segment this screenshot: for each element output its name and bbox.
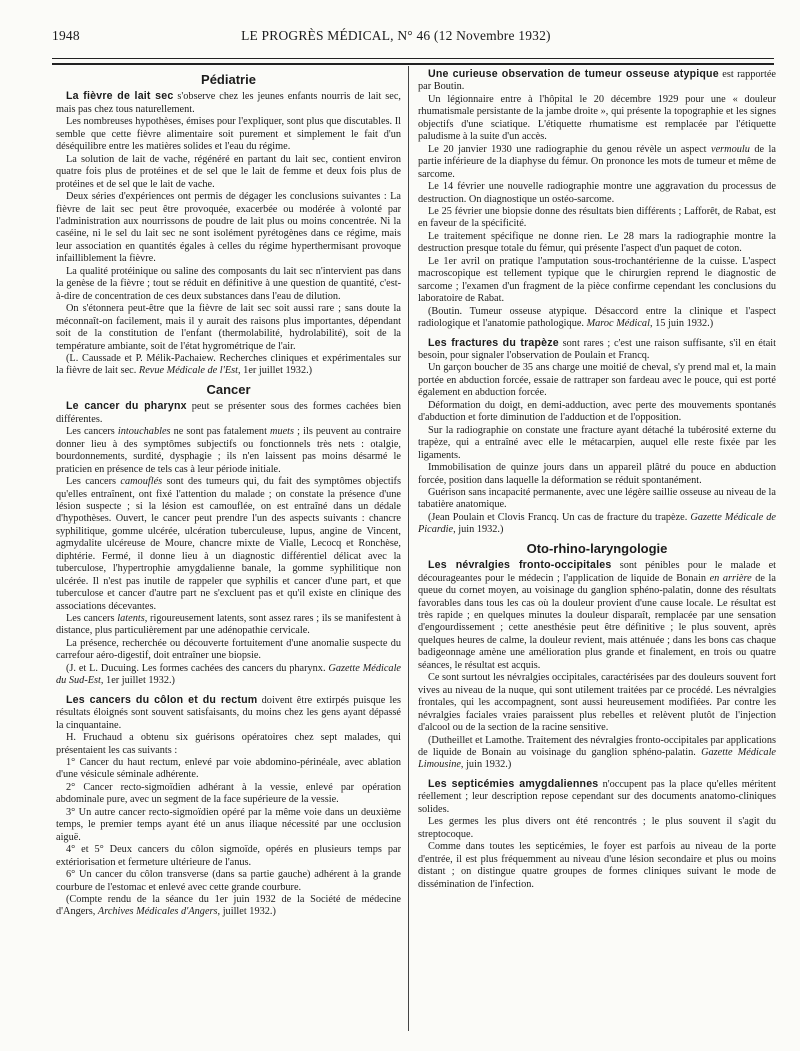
paragraph: Deux séries d'expériences ont permis de dégager les conclusions suivantes : La fièvre de lait sec peut être provoquée, exacerbée ou modérée à volonté par l'administration aux nourrissons de poudre de lait plus ou moins concentrée. Ni la caséine, ni le sel du lait sec ne sont isolément pyrétogènes dans ce régime, mais leur association en quantités égales à celles du régime hyperthermisant provoque infailliblement la fièvre. bbox=[56, 191, 401, 265]
list-item: 6° Un cancer du côlon transverse (dans sa partie gauche) adhérent à la grande courbure de l'estomac et enlevé avec cette grande courbure. bbox=[56, 869, 401, 893]
paragraph: Le 1er avril on pratique l'amputation sous-trochantérienne de la cuisse. L'aspect macroscopique est tellement typique que le chirurgien reprend le diagnostic de sarcome ; l'examen d'un fragment de la pièce confirme cependant les conclusions du laboratoire de Rabat. bbox=[418, 255, 776, 305]
paragraph: La solution de lait de vache, régénéré en partant du lait sec, contient environ quatre fois plus de protéines et de sel que le lait de femme et deux fois plus de protéines et de sel que le lait de vache. bbox=[56, 153, 401, 190]
list-item: 1° Cancer du haut rectum, enlevé par voie abdomino-périnéale, avec ablation d'une vésicule séminale adhérente. bbox=[56, 757, 401, 781]
list-item: 4° et 5° Deux cancers du côlon sigmoïde, opérés en plusieurs temps par extériorisation et fermeture ultérieure de l'anus. bbox=[56, 844, 401, 868]
reference: (J. et L. Ducuing. Les formes cachées des cancers du pharynx. Gazette Médicale du Sud-Est, 1er juillet 1932.) bbox=[56, 662, 401, 687]
section-heading-pediatrie: Pédiatrie bbox=[201, 72, 256, 87]
section-heading-orl: Oto-rhino-laryngologie bbox=[526, 540, 668, 556]
right-column bbox=[418, 68, 776, 1033]
paragraph: Les cancers camouflés sont des tumeurs qui, du fait des symptômes objectifs qu'elles entraînent, ont fixé l'attention du malade ; on constate la présence d'une lésion suspecte ; si la lésion est camouflée, on est entraîné dans un dédale d'hypothèses. Ouvert, le cancer peut prendre l'un des aspects suivants : chancre syphilitique, gomme ulcérée, ulcération tuberculeuse, lupus, angine de Vincent, agmydalite ulcéreuse de Moure, chancre mixte de Vialle, Lecocq et Ronchèse, diphtérie. Fermé, il donne lieu à un diagnostic différentiel délicat avec la tuberculose, l'hypertrophie amygdalienne banale, la gomme syphilitique non ulcérée. Il n'est pas inutile de rappeler que syphilis et cancer d'une part, et que tuberculose et cancer d'autre part ne s'excluent pas et qu'il existe en clinique des associations décevantes. bbox=[56, 476, 401, 612]
paragraph: Déformation du doigt, en demi-adduction, avec perte des mouvements spontanés d'abduction et forte diminution de l'adduction et de l'opposition. bbox=[418, 399, 776, 424]
column-divider bbox=[408, 66, 409, 1031]
page-number: 1948 bbox=[52, 28, 80, 43]
paragraph: Un garçon boucher de 35 ans charge une moitié de cheval, s'y prend mal et, la main portée en abduction forcée, essaie de rattraper son fardeau avec le pouce, qui est porté également en abduction forcée. bbox=[418, 362, 776, 399]
paragraph: Les nombreuses hypothèses, émises pour l'expliquer, sont plus que discutables. Il semble que cette fièvre alimentaire soit purement et simplement le fait d'un déséquilibre entre les matières solides et l'eau du régime. bbox=[56, 116, 401, 153]
paragraph: Sur la radiographie on constate une fracture ayant détaché la tubérosité externe du trapèze, qui a entraîné avec elle le métacarpien, auquel elle reste fixée par les ligaments. bbox=[418, 424, 776, 461]
list-item: 2° Cancer recto-sigmoïdien adhérant à la vessie, enlevé par opération abdominale pure, avec un segment de la face supérieure de la vessie. bbox=[56, 781, 401, 806]
journal-title: LE PROGRÈS MÉDICAL, N° 46 (12 Novembre 1932) bbox=[241, 28, 551, 43]
paragraph: Le 20 janvier 1930 une radiographie du genou révèle un aspect vermoulu de la partie inférieure de la diaphyse du fémur. On prononce les mots de tumeur et même de sarcome. bbox=[418, 143, 776, 180]
paragraph: Un légionnaire entre à l'hôpital le 20 décembre 1929 pour une « douleur rhumatismale persistante de la jambe droite », qui présente la topographie et les signes objectifs d'une sciatique. L'étiquette rhumatisme est remplacée par l'étiquette paludisme à la suite d'un accès. bbox=[418, 93, 776, 143]
paragraph: Comme dans toutes les septicémies, le foyer est parfois au niveau de la porte d'entrée, il est plus fréquemment au niveau d'une lésion secondaire et plus ou moins distant ; on distingue quatre groupes de formes cliniques suivant le mode de dissémination de l'infection. bbox=[418, 841, 776, 890]
paragraph: La présence, recherchée ou découverte fortuitement d'une anomalie suspecte du carrefour aéro-digestif, doit entraîner une biopsie. bbox=[56, 637, 401, 662]
list-item: 3° Un autre cancer recto-sigmoïdien opéré par la même voie dans un deuxième temps, le premier temps ayant été un anus iliaque nécessité par une occlusion aiguë. bbox=[56, 806, 401, 843]
running-header bbox=[52, 28, 772, 54]
header-rule-thin bbox=[52, 58, 774, 59]
reference: (Dutheillet et Lamothe. Traitement des névralgies fronto-occipitales par applications de liquide de Bonain au voisinage du ganglion sphéno-palatin. Gazette Médicale Limousine, juin 1932.) bbox=[418, 734, 776, 771]
paragraph: Le cancer du pharynx peut se présenter sous des formes cachées bien différentes. bbox=[56, 400, 401, 425]
section-heading-cancer: Cancer bbox=[206, 381, 251, 397]
reference: (Compte rendu de la séance du 1er juin 1932 de la Société de médecine d'Angers, Archives Médicales d'Angers, juillet 1932.) bbox=[56, 894, 401, 918]
paragraph: Le traitement spécifique ne donne rien. Le 28 mars la radiographie montre la destruction presque totale du fémur, qui présente l'aspect d'un paquet de coton. bbox=[418, 230, 776, 255]
header-rule-thick bbox=[52, 63, 774, 65]
paragraph: Ce sont surtout les névralgies occipitales, caractérisées par des douleurs souvent fort vives au niveau de la nuque, qui sont utilement traitées par ce procédé. Les névralgies frontales, qui les accompagnent, sont aussi heureusement modifiées. Par contre les névralgies faciales vraies paraissent plus rebelles et relèvent plutôt de l'injection d'alcool ou de la section de la racine sensitive. bbox=[418, 672, 776, 734]
paragraph: H. Fruchaud a obtenu six guérisons opératoires chez sept malades, qui présentaient les cas suivants : bbox=[56, 732, 401, 756]
paragraph: Le 14 février une nouvelle radiographie montre une aggravation du processus de destruction. On diagnostique un ostéo-sarcome. bbox=[418, 181, 776, 205]
paragraph: Les névralgies fronto-occipitales sont pénibles pour le malade et décourageantes pour le médecin ; l'application de liquide de Bonain en arrière de la queue du cornet moyen, au voisinage du ganglion sphéno-palatin, donne des résultats favorables dans tous les cas où la douleur provient d'une cause locale. Le résultat est très rapide ; en quelques minutes la douleur disparaît, remplacée par une sensation d'engourdissement ; cette anesthésie peut être définitive ; le plus souvent, après quelques heures de calme, la douleur revient, mais atténuée ; dans les bons cas chaque badigeonnage amène une amélioration plus grande et finalement, en trois ou quatre séances, le résultat est acquis. bbox=[418, 559, 776, 671]
paragraph: Le 25 février une biopsie donne des résultats bien différents ; Lafforêt, de Rabat, est en faveur de la spécificité. bbox=[418, 205, 776, 230]
article-title: Les névralgies fronto-occipitales bbox=[428, 559, 612, 572]
article-title: Le cancer du pharynx bbox=[66, 400, 187, 413]
paragraph: Les septicémies amygdaliennes n'occupent pas la place qu'elles méritent réellement ; leur description repose cependant sur des documents anatomo-cliniques solides. bbox=[418, 777, 776, 815]
reference: (L. Caussade et P. Mélik-Pachaiew. Recherches cliniques et expérimentales sur la fièvre de lait sec. Revue Médicale de l'Est, 1er juillet 1932.) bbox=[56, 352, 401, 377]
paragraph: Guérison sans incapacité permanente, avec une légère saillie osseuse au niveau de la tabatière anatomique. bbox=[418, 486, 776, 511]
paragraph: Les cancers intouchables ne sont pas fatalement muets ; ils peuvent au contraire donner lieu à des symptômes subjectifs ou fonctionnels très nets : otalgie, bourdonnements, surdité, dysphagie ; ils n'en laissent pas moins désarmé le praticien en présence de tels cas à leur période initiale. bbox=[56, 426, 401, 475]
reference: (Boutin. Tumeur osseuse atypique. Désaccord entre la clinique et l'aspect radiologique et l'anatomie pathologique. Maroc Médical, 15 juin 1932.) bbox=[418, 305, 776, 330]
paragraph: Immobilisation de quinze jours dans un appareil plâtré du pouce en abduction forcée, position dans laquelle la déformation se réduit spontanément. bbox=[418, 462, 776, 486]
article-title: Les fractures du trapèze bbox=[428, 336, 559, 349]
paragraph: Une curieuse observation de tumeur osseuse atypique est rapportée par Boutin. bbox=[418, 68, 776, 93]
article-title: Les septicémies amygdaliennes bbox=[428, 777, 599, 790]
paragraph: Les cancers latents, rigoureusement latents, sont assez rares ; ils se manifestent à distance, plus particulièrement par une adénopathie cervicale. bbox=[56, 613, 401, 637]
paragraph: Les germes les plus divers ont été rencontrés ; le plus souvent il s'agit du streptocoque. bbox=[418, 816, 776, 840]
left-column bbox=[56, 68, 401, 1033]
paragraph: La fièvre de lait sec s'observe chez les jeunes enfants nourris de lait sec, mais pas chez tous naturellement. bbox=[56, 90, 401, 115]
paragraph: Les cancers du côlon et du rectum doivent être extirpés puisque les résultats éloignés sont souvent satisfaisants, du moins chez les gens ayant dépassé la cinquantaine. bbox=[56, 693, 401, 731]
article-title: Les cancers du côlon et du rectum bbox=[66, 693, 258, 706]
paragraph: On s'étonnera peut-être que la fièvre de lait sec soit aussi rare ; sans doute la méconnaît-on facilement, mais il y aurait des raisons plus importantes, dépendant soit de la constitution de l'enfant (thermolabilité, hydrolabilité), soit de la température ambiante, soit de l'état hygrométrique de l'air. bbox=[56, 303, 401, 352]
article-title: La fièvre de lait sec bbox=[66, 90, 174, 103]
reference: (Jean Poulain et Clovis Francq. Un cas de fracture du trapèze. Gazette Médicale de Picardie, juin 1932.) bbox=[418, 511, 776, 536]
article-title: Une curieuse observation de tumeur osseuse atypique bbox=[428, 68, 719, 80]
paragraph: Les fractures du trapèze sont rares ; c'est une raison suffisante, s'il en était besoin, pour signaler l'observation de Poulain et Francq. bbox=[418, 336, 776, 361]
paragraph: La qualité protéinique ou saline des composants du lait sec n'intervient pas dans la genèse de la fièvre ; tout se réduit en définitive à une question de quantité, c'est-à-dire de concentration de ces deux substances dans l'eau de dilution. bbox=[56, 265, 401, 302]
